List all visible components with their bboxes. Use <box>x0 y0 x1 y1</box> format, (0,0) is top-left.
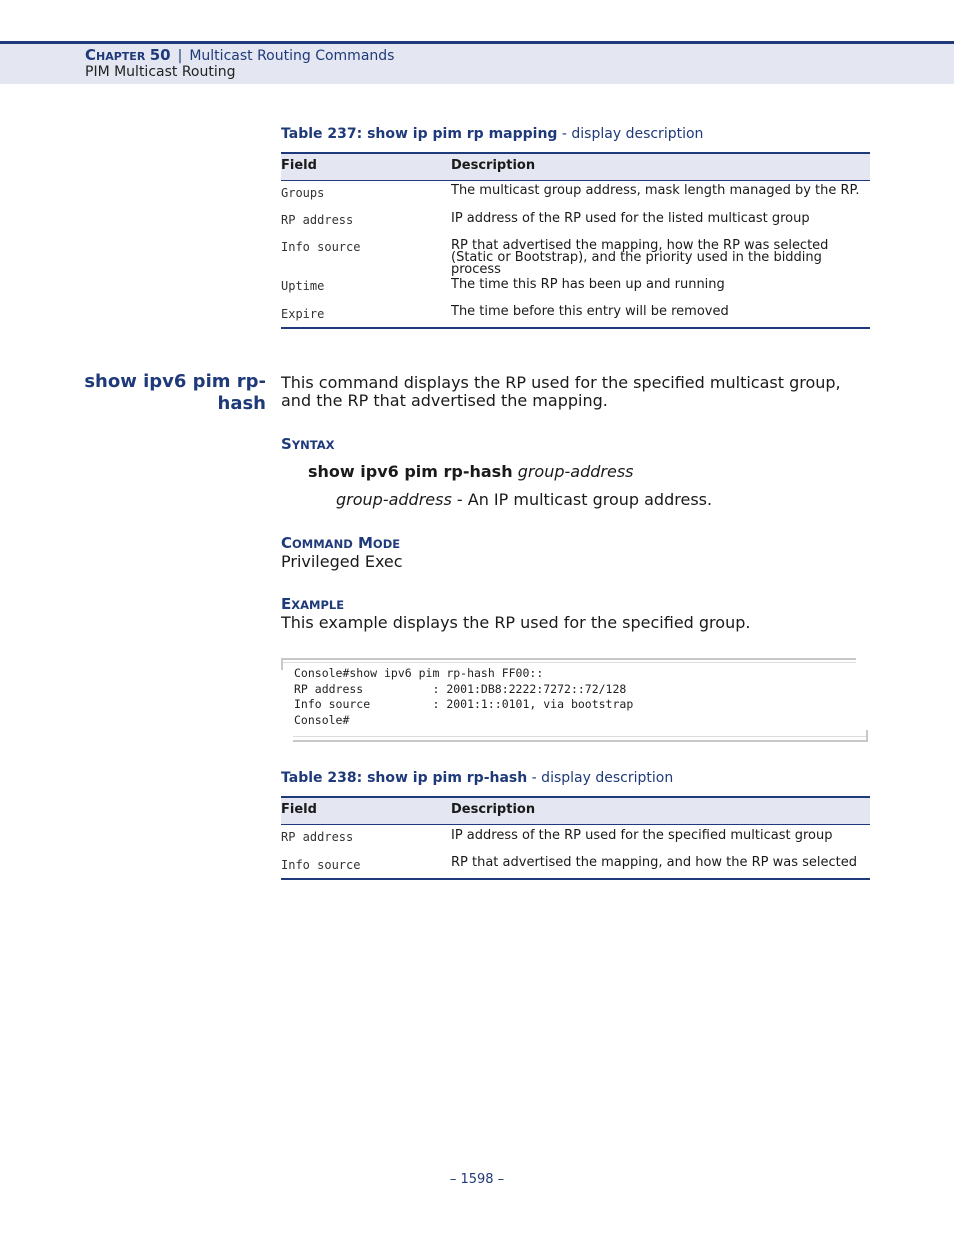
table-238-caption-suffix: - display description <box>527 770 674 786</box>
command-title-line-2: hash <box>217 393 266 414</box>
table-row-description: The time before this entry will be removed <box>451 304 729 319</box>
page-number: – 1598 – <box>449 1172 505 1187</box>
table-header-rule <box>281 180 870 181</box>
table-bottom-rule <box>281 327 870 329</box>
header-separator: | <box>177 48 183 64</box>
table-header-row <box>281 154 870 180</box>
syntax-parameter: group-address <box>517 462 634 481</box>
mode-heading-rest-2: ODE <box>372 537 401 551</box>
table-row-description: IP address of the RP used for the specified multicast group <box>451 828 833 843</box>
syntax-heading-rest: YNTAX <box>291 438 335 452</box>
chapter-heading <box>85 46 394 64</box>
table-row-description: IP address of the RP used for the listed multicast group <box>451 211 810 226</box>
example-heading-initial: E <box>281 595 292 613</box>
table-238 <box>281 796 870 882</box>
code-box-bottom-rule <box>293 740 868 742</box>
table-row-field: Info source <box>281 240 361 254</box>
example-text: This example displays the RP used for the specified group. <box>281 613 751 632</box>
column-header-description: Description <box>451 158 536 173</box>
code-box-right-tick <box>866 730 868 742</box>
command-title <box>70 371 266 415</box>
syntax-command: show ipv6 pim rp-hash <box>308 462 513 481</box>
parameter-description: - An IP multicast group address. <box>451 490 713 509</box>
column-header-description: Description <box>451 802 536 817</box>
syntax-heading-initial: S <box>281 435 292 453</box>
chapter-number: 50 <box>149 46 171 64</box>
chapter-title: Multicast Routing Commands <box>189 48 395 64</box>
parameter-name: group-address <box>336 490 452 509</box>
code-example: Console#show ipv6 pim rp-hash FF00:: RP address : 2001:DB8:2222:7272::72/128 Info source : 2001:1::0101, via bootstrap Console# <box>294 666 634 727</box>
table-237-caption-suffix: - display description <box>557 126 704 142</box>
table-row-field: Groups <box>281 186 325 200</box>
mode-heading-initial-2: M <box>357 534 373 552</box>
command-mode-value: Privileged Exec <box>281 552 403 571</box>
table-header-rule <box>281 824 870 825</box>
table-bottom-rule <box>281 878 870 880</box>
code-box-bottom-rule-inner <box>293 736 868 737</box>
table-237 <box>281 152 870 330</box>
column-header-field: Field <box>281 802 317 817</box>
table-row-description: The time this RP has been up and running <box>451 277 725 292</box>
table-237-caption <box>281 126 703 142</box>
code-box-top-rule <box>281 658 856 660</box>
table-row-field: Uptime <box>281 279 325 293</box>
mode-heading-initial-1: C <box>281 534 293 552</box>
chapter-initial: C <box>85 46 97 64</box>
table-237-caption-title: Table 237: show ip pim rp mapping <box>281 126 558 142</box>
example-heading-rest: XAMPLE <box>291 598 345 612</box>
command-description: This command displays the RP used for the specified multicast group, and the RP that advertised the mapping. <box>281 373 841 410</box>
command-title-line-1: show ipv6 pim rp- <box>84 371 266 392</box>
table-row-field: RP address <box>281 213 354 227</box>
table-238-caption-title: Table 238: show ip pim rp-hash <box>281 770 528 786</box>
code-example-box <box>281 658 868 742</box>
table-row-description: RP that advertised the mapping, how the RP was selected (Static or Bootstrap), and the priority used in the bidding process <box>451 238 829 277</box>
table-238-caption <box>281 770 673 786</box>
parameter-definition <box>336 491 712 509</box>
chapter-word: HAPTER <box>96 50 146 63</box>
mode-heading-rest-1: OMMAND <box>292 537 353 551</box>
table-row-field: RP address <box>281 830 354 844</box>
table-row-field: Info source <box>281 858 361 872</box>
code-box-left-tick <box>281 658 283 670</box>
column-header-field: Field <box>281 158 317 173</box>
table-header-row <box>281 798 870 824</box>
code-box-top-rule-inner <box>281 662 856 663</box>
syntax-heading <box>281 435 334 453</box>
syntax-line <box>308 463 634 481</box>
table-row-description: The multicast group address, mask length managed by the RP. <box>451 183 860 198</box>
command-mode-heading <box>281 534 400 552</box>
table-row-field: Expire <box>281 307 325 321</box>
section-breadcrumb: PIM Multicast Routing <box>85 64 236 80</box>
table-row-description: RP that advertised the mapping, and how the RP was selected <box>451 855 858 870</box>
example-heading <box>281 595 344 613</box>
